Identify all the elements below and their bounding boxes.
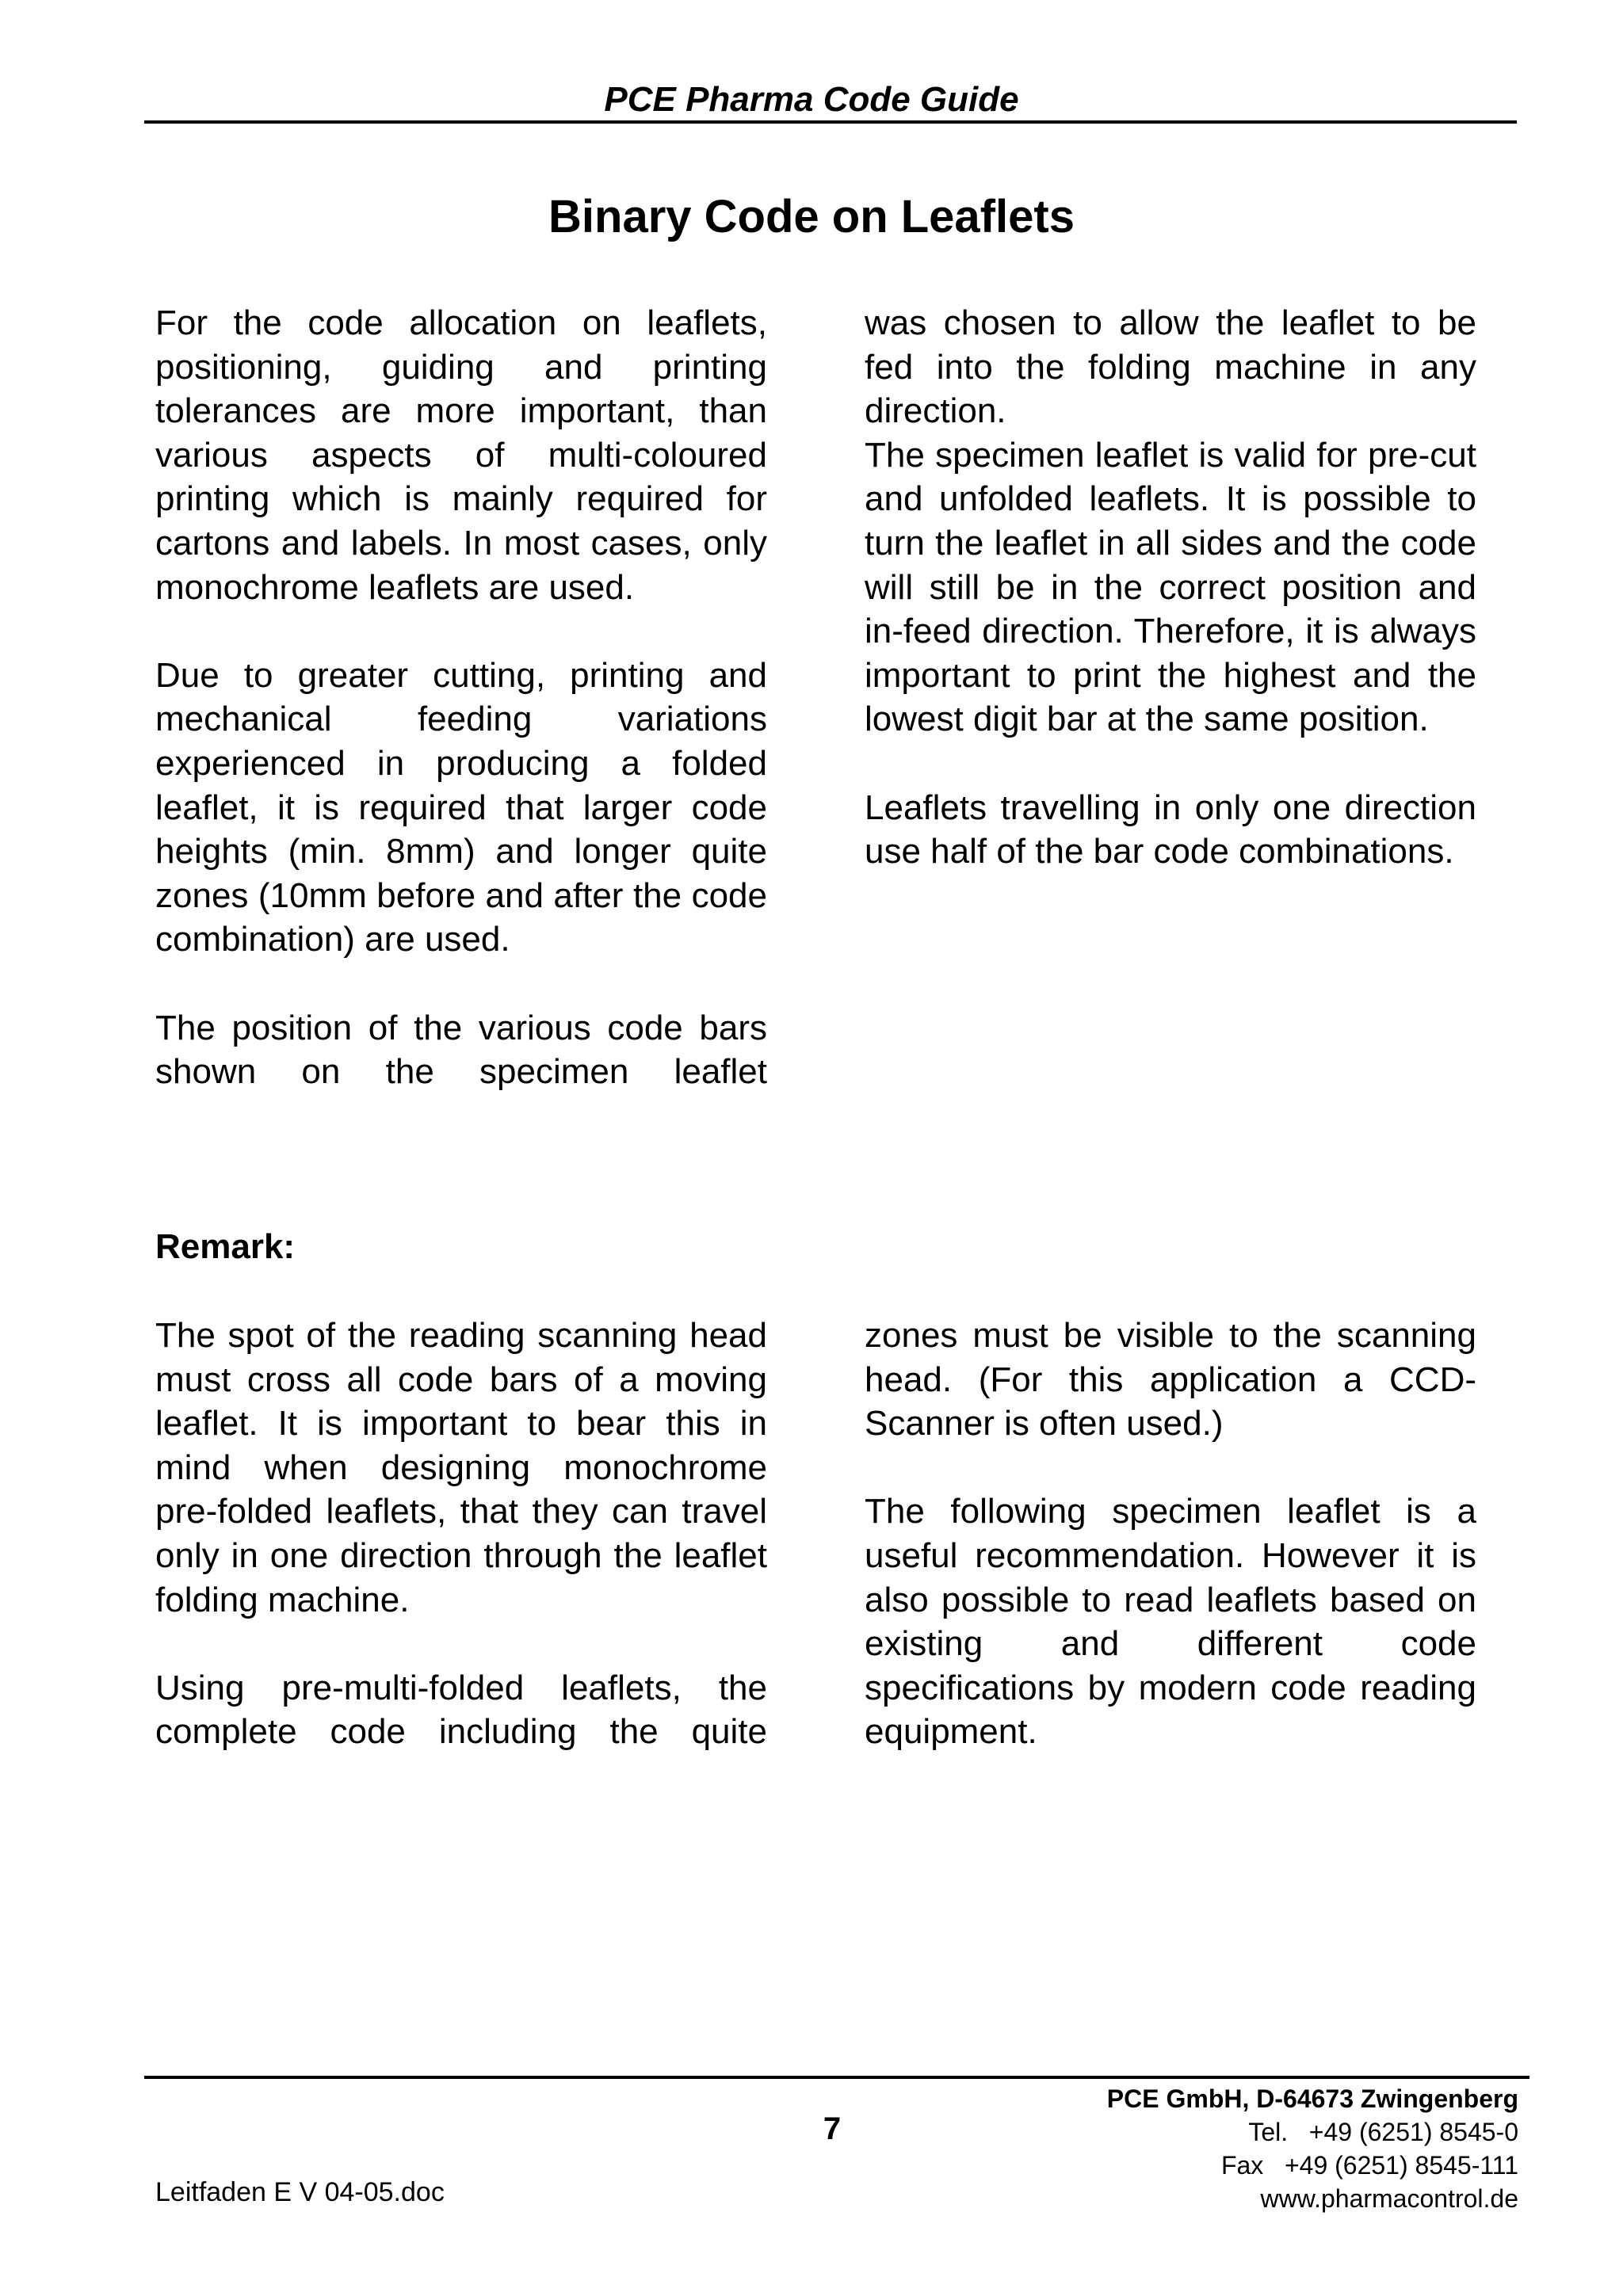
company-phone: Tel. +49 (6251) 8545-0 bbox=[1248, 2118, 1518, 2146]
paragraph: The spot of the reading scanning head must cross all code bars of a moving leaflet. It is important to bear this in mind when designing monochrome pre-folded leaflets, that they can travel only in one direction through the leaflet folding machine. bbox=[155, 1316, 767, 1619]
paragraph: The following specimen leaflet is a useful recommendation. However it is also possible to read leaflets based on existing and different code specifications by modern code reading equipment. bbox=[865, 1492, 1476, 1752]
company-website: www.pharmacontrol.de bbox=[1260, 2184, 1518, 2213]
remark-right-column bbox=[865, 1314, 1476, 1754]
remark-heading: Remark: bbox=[155, 1227, 296, 1266]
paragraph: Leaflets travelling in only one direction use half of the bar code combinations. bbox=[865, 788, 1476, 871]
paragraph: Using pre-multi-folded leaflets, the complete code including the quite bbox=[155, 1668, 767, 1752]
remark-left-column bbox=[155, 1314, 767, 1754]
header-divider bbox=[144, 120, 1517, 124]
paragraph: For the code allocation on leaflets, positioning, guiding and printing tolerances are more important, than various aspects of multi-coloured printing which is mainly required for cartons and labels. In most cases, only monochrome leaflets are used. bbox=[155, 303, 767, 607]
page-number: 7 bbox=[823, 2111, 842, 2146]
footer-divider bbox=[144, 2076, 1529, 2079]
company-name: PCE GmbH, D-64673 Zwingenberg bbox=[1106, 2084, 1518, 2113]
section1-right-column bbox=[865, 301, 1476, 874]
company-contact-block bbox=[1107, 2082, 1518, 2215]
paragraph: zones must be visible to the scanning head. (For this application a CCD-Scanner is often used.) bbox=[865, 1316, 1476, 1444]
document-filename: Leitfaden E V 04-05.doc bbox=[155, 2177, 445, 2207]
paragraph: Due to greater cutting, printing and mechanical feeding variations experienced in producing a folded leaflet, it is required that larger code heights (min. 8mm) and longer quite zones (10mm before and after the code combination) are used. bbox=[155, 655, 767, 959]
paragraph: was chosen to allow the leaflet to be fed into the folding machine in any direction. The specimen leaflet is valid for pre-cut and unfolded leaflets. It is possible to turn the leaflet in all sides and the code will still be in the correct position and in-feed direction. Therefore, it is always important to print the highest and the lowest digit bar at the same position. bbox=[865, 303, 1476, 739]
running-header-title: PCE Pharma Code Guide bbox=[604, 80, 1019, 119]
paragraph: The position of the various code bars shown on the specimen leaflet bbox=[155, 1008, 767, 1092]
page-title: Binary Code on Leaflets bbox=[548, 191, 1075, 242]
section1-left-column bbox=[155, 301, 767, 1094]
company-fax: Fax +49 (6251) 8545-111 bbox=[1220, 2151, 1518, 2180]
